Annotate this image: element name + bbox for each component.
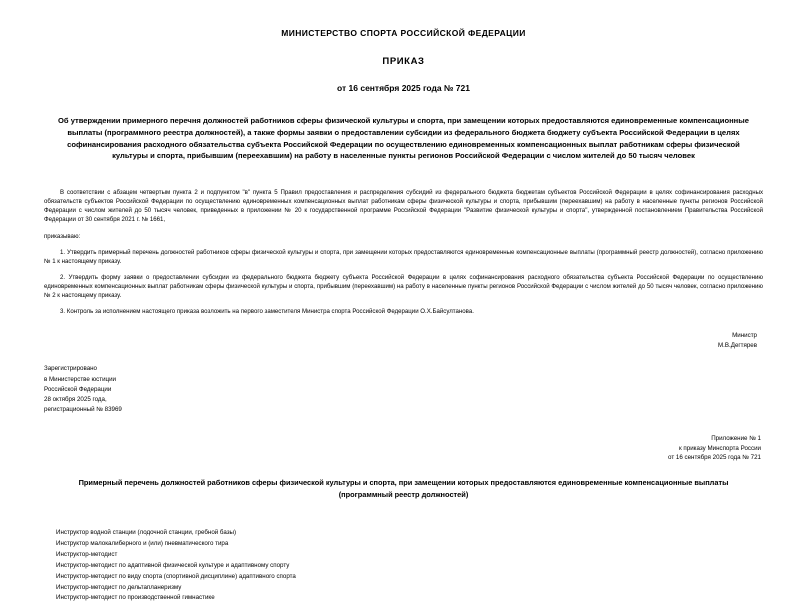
ministry-heading: МИНИСТЕРСТВО СПОРТА РОССИЙСКОЙ ФЕДЕРАЦИИ	[281, 28, 526, 38]
appendix-reference	[44, 434, 761, 464]
preamble-paragraph: В соответствии с абзацем четвертым пункта 2 и подпунктом "в" пункта 5 Правил предоставления и распределения субсидий из федерального бюджета бюджетам субъектов Российской Федерации в целях софинансирования расходных обязательств субъектов Российской Федерации по осуществлению единовременных компенсационных выплат работникам сферы физической культуры и спорта, прибывшим (переехавшим) на работу в населенные пункты регионов Российской Федерации с числом жителей до 50 тысяч человек, приведенных в приложении № 20 к государственной программе Российской Федерации "Развитие физической культуры и спорта", утвержденной постановлением Правительства Российской Федерации от 30 сентября 2021 г. № 1661,	[44, 189, 763, 224]
order-item-3: 3. Контроль за исполнением настоящего приказа возложить на первого заместителя Министра спорта Российской Федерации О.Х.Байсултанова.	[60, 308, 474, 316]
list-item: Инструктор водной станции (лодочной станции, гребной базы)	[56, 529, 237, 537]
list-item: Инструктор-методист по виду спорта (спортивной дисциплине) адаптивного спорта	[56, 572, 296, 580]
appendix-title: Примерный перечень должностей работников сферы физической культуры и спорта, при замещении которых предоставляются единовременные компенсационные выплаты (программный реестр должностей)	[78, 478, 729, 499]
registration-line-4: 28 октября 2025 года,	[44, 396, 107, 404]
list-item: Инструктор-методист по адаптивной физической культуре и адаптивному спорту	[56, 561, 290, 569]
list-item: Инструктор-методист по дельтапланеризму	[56, 583, 182, 591]
order-item-1: 1. Утвердить примерный перечень должностей работников сферы физической культуры и спорта, при замещении которых предоставляются единовременные компенсационные выплаты (программный реестр должностей), согласно приложению № 1 к настоящему приказу.	[44, 248, 763, 265]
registration-block	[44, 364, 763, 415]
order-word: приказываю:	[44, 232, 81, 240]
appendix-number: Приложение № 1	[711, 434, 761, 442]
order-item-2: 2. Утвердить форму заявки о предоставлении субсидии из федерального бюджета бюджету субъекта Российской Федерации в целях софинансирования расходного обязательства субъекта Российской Федерации по осуществлению единовременных компенсационных выплат работникам сферы физической культуры и спорта, прибывшим (переехавшим) на работу в населенные пункты регионов Российской Федерации с числом жителей до 50 тысяч человек, согласно приложению № 2 к настоящему приказу.	[44, 274, 763, 300]
document-type-heading: ПРИКАЗ	[382, 56, 425, 67]
positions-list	[56, 528, 763, 604]
document-date: от 16 сентября 2025 года № 721	[337, 83, 470, 93]
signer-position: Министр	[732, 331, 757, 339]
appendix-order-ref: к приказу Минспорта России	[678, 444, 761, 452]
list-item: Инструктор-методист по производственной гимнастике	[56, 594, 215, 602]
registration-line-2: в Министерстве юстиции	[44, 375, 117, 383]
registration-line-1: Зарегистрировано	[44, 365, 97, 373]
signer-name: М.В.Дегтярев	[718, 341, 757, 349]
appendix-order-date: от 16 сентября 2025 года № 721	[668, 454, 761, 462]
list-item: Инструктор малокалиберного и (или) пневматического тира	[56, 540, 229, 548]
signature-block	[44, 331, 757, 351]
document-title: Об утверждении примерного перечня должностей работников сферы физической культуры и спорта, при замещении которых предоставляются единовременные компенсационные выплаты (программного реестра должностей), а также формы заявки о предоставлении субсидии из федерального бюджета бюджету субъекта Российской Федерации в целях софинансирования расходного обязательства субъекта Российской Федерации по осуществлению единовременных компенсационных выплат работникам сферы физической культуры и спорта, прибывшим (переехавшим) на работу в населенные пункты регионов Российской Федерации с числом жителей до 50 тысяч человек	[58, 116, 749, 161]
registration-line-3: Российской Федерации	[44, 385, 112, 393]
list-item: Инструктор-методист	[56, 551, 118, 559]
registration-line-5: регистрационный № 83969	[44, 406, 122, 414]
